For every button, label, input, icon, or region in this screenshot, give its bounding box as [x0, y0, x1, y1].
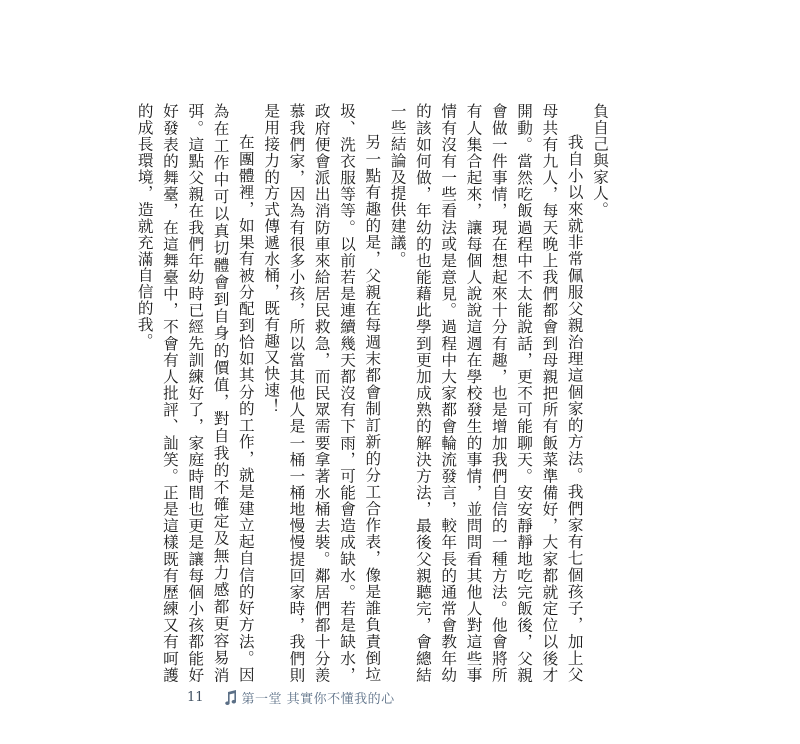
paragraph-father-method: 我自小以來就非常佩服父親治理這個家的方法。我們家有七個孩子，加上父母共有九人，每天晚上我們都會到母親把所有飯菜準備好，大家都就定位以後才開動。當然吃飯過程中不太能說話，更不可能聊天。安安靜靜地吃完飯後，父親會做一件事情，現在想起來十分有趣，也是增加我們自信的一種方法。他會將所有人集合起來，讓每個人說說這週在學校發生的事情，並問問看其他人對這些事情有沒有一些看法或是意見。過程中大家都會輪流發言，較年長的通常會教年幼的該如何做，年幼的也能藉此學到更加成熟的解決方法，最後父親聽完，會總結一些結論及提供建議。: [388, 103, 584, 683]
music-note-icon: [224, 690, 238, 706]
paragraph-chore-chart: 另一點有趣的是，父親在每週末都會制訂新的分工合作表，像是誰負責倒垃圾、洗衣服等等。以前若是連續幾天都沒有下雨，可能會造成缺水。若是缺水，政府便會派出消防車來給居民救急，而民眾需要拿著水桶去裝。鄰居們都十分羨慕我們家，因為有很多小孩，所以當其他人是一桶一桶地慢慢提回家時，我們則是用接力的方式傳遞水桶，既有趣又快速！: [262, 103, 382, 683]
paragraph-continuation: 負自己與家人。: [591, 103, 609, 218]
page-number: 11: [187, 690, 204, 705]
vertical-text-block: [131, 103, 612, 683]
chapter-title: 第一堂 其實你不懂我的心: [241, 692, 395, 707]
page-footer: [187, 688, 395, 707]
paragraph-self-confidence: 在團體裡，如果有被分配到恰如其分的工作，就是建立起自信的好方法。因為在工作中可以真切體會到自身的價值，對自我的不確定及無力感都更容易消弭。這點父親在我們年幼時已經先訓練好了，家庭時間也更是讓每個小孩都能好好發表的舞臺，在這舞臺中，不會有人批評、訕笑。正是這樣既有歷練又有呵護的成長環境，造就充滿自信的我。: [135, 103, 255, 683]
